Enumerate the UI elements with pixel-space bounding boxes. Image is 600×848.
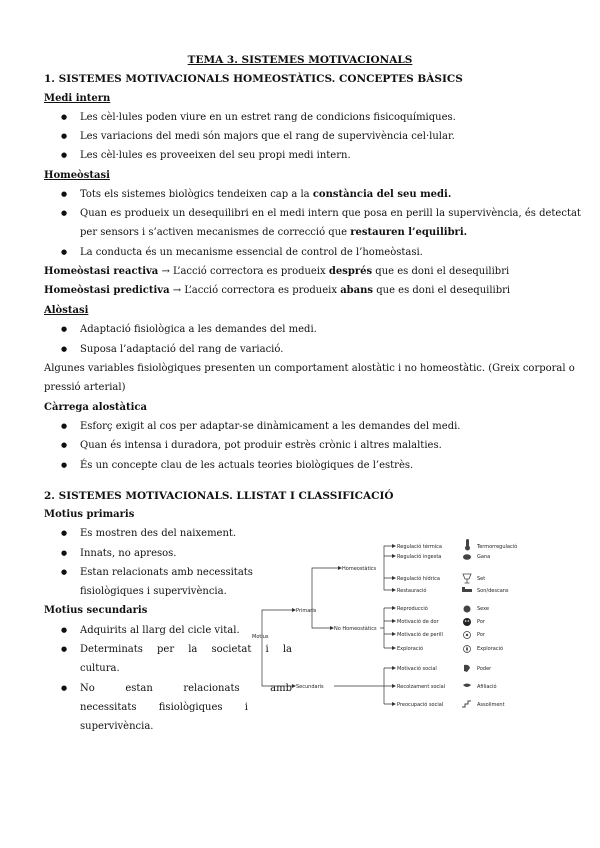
diagram-result: Termorregulació: [477, 544, 518, 550]
diagram-node-primaris: Primaris: [296, 608, 317, 614]
alostasi-note: Algunes variables fisiològiques presenten un comportament alostàtic i no homeostàtic. (Greix corporal o: [44, 363, 575, 374]
page-title: TEMA 3. SISTEMES MOTIVACIONALS: [187, 54, 413, 66]
motius-primaris-label: Motius primaris: [44, 509, 135, 520]
carrega-alostatica-label: Càrrega alostàtica: [44, 402, 147, 413]
list-item: ● És un concepte clau de les actuals teories biològiques de l’estrès.: [44, 460, 413, 471]
diagram-node: Recolzament social: [397, 684, 446, 690]
homeostasi-reactiva: [44, 266, 509, 277]
text: Tots els sistemes biològics tendeixen cap a la: [80, 189, 313, 200]
list-item: ● Quan és intensa i duradora, pot produir estrès crònic i altres malalties.: [44, 440, 442, 451]
diagram-result: Afiliació: [477, 684, 497, 690]
list-item: ● Estan relacionats amb necessitats: [44, 567, 253, 578]
list-item: ● Es mostren des del naixement.: [44, 528, 236, 539]
diagram-node: Regulació hídrica: [397, 576, 440, 582]
text: → L’acció correctora es produeix: [158, 266, 329, 277]
list-item: ● Adquirits al llarg del cicle vital.: [44, 625, 240, 636]
list-item: ● Determinats per la societat i la: [44, 644, 292, 655]
diagram-node: Motivació social: [397, 666, 437, 672]
diagram-node: Exploració: [397, 646, 424, 652]
text: → L’acció correctora es produeix: [169, 285, 341, 296]
list-item: ● Les cèl·lules poden viure en un estret rang de condicions fisicoquímiques.: [44, 112, 456, 123]
list-item: ● Les cèl·lules es proveeixen del seu propi medi intern.: [44, 150, 351, 161]
diagram-node: Regulació ingesta: [397, 554, 442, 560]
diagram-result: Por: [477, 632, 485, 638]
bold-text: abans: [340, 285, 374, 296]
bed-icon: [462, 587, 472, 592]
thermometer-icon: [465, 539, 470, 551]
text: que es doni el desequilibri: [372, 266, 510, 277]
motius-secundaris-label: Motius secundaris: [44, 605, 148, 616]
diagram-result: Sexe: [477, 606, 490, 612]
diagram-result: Por: [477, 619, 485, 625]
food-icon: [463, 554, 471, 560]
list-item: ● No estan relacionats amb: [44, 683, 292, 694]
list-item: ● Suposa l’adaptació del rang de variació.: [44, 344, 283, 355]
list-item-continuation: supervivència.: [80, 721, 154, 732]
section-1-heading: 1. SISTEMES MOTIVACIONALS HOMEOSTÀTICS. CONCEPTES BÀSICS: [44, 73, 463, 85]
diagram-node: Motivació de perill: [397, 632, 443, 638]
diagram-node-homeostatics: Homeostàtics: [342, 566, 377, 572]
diagram-node-no-homeostatics: No Homeostàtics: [334, 626, 377, 632]
text: que es doni el desequilibri: [373, 285, 511, 296]
diagram-result: Set: [477, 576, 486, 582]
list-item: ● La conducta és un mecanisme essencial de control de l’homeòstasi.: [44, 247, 423, 258]
diagram-node: Restauració: [397, 588, 427, 594]
homeostasi-label: Homeòstasi: [44, 170, 110, 181]
sex-icon: [464, 606, 471, 613]
compass-icon: [464, 646, 471, 653]
diagram-node: Motivació de dor: [397, 619, 439, 625]
term: Homeòstasi predictiva: [44, 285, 170, 296]
list-item: [44, 189, 451, 200]
list-item-continuation: cultura.: [80, 663, 120, 674]
diagram-node-secundaris: Secundaris: [296, 684, 324, 690]
diagram-node: Reproducció: [397, 606, 428, 612]
list-item: ● Adaptació fisiològica a les demandes del medi.: [44, 324, 317, 335]
diagram-node: Regulació tèrmica: [397, 544, 442, 550]
diagram-result: Son/descans: [477, 588, 509, 594]
list-item: ● Quan es produeix un desequilibri en el medi intern que posa en perill la supervivència, és detectat: [44, 208, 581, 219]
alostasi-label: Alòstasi: [44, 305, 89, 316]
diagram-result: Gana: [477, 554, 491, 560]
diagram-node-motius: Motius: [252, 634, 269, 640]
diagram-result: Assoliment: [477, 702, 505, 708]
handshake-icon: [463, 684, 471, 688]
list-item: ● Esforç exigit al cos per adaptar-se dinàmicament a les demandes del medi.: [44, 421, 460, 432]
medi-intern-label: Medi intern: [44, 93, 111, 104]
diagram-result: Poder: [477, 666, 492, 672]
bold-text: constància del seu medi.: [312, 189, 452, 200]
list-item-continuation: necessitats fisiològiques i: [80, 702, 248, 713]
stairs-icon: [462, 701, 471, 707]
diagram-node: Preocupació social: [397, 702, 444, 708]
term: Homeòstasi reactiva: [44, 266, 159, 277]
list-item-continuation: fisiològiques i supervivència.: [80, 586, 227, 597]
homeostasi-predictiva: [44, 285, 510, 296]
bold-text: després: [328, 266, 373, 277]
danger-icon: [464, 632, 471, 639]
text: per sensors i s’activen mecanismes de correcció que: [80, 227, 351, 238]
glass-icon: [463, 574, 471, 583]
list-item: ● Innats, no apresos.: [44, 548, 176, 559]
alostasi-note-continuation: pressió arterial): [44, 382, 126, 393]
power-icon: [464, 665, 470, 672]
list-item: ● Les variacions del medi són majors que el rang de supervivència cel·lular.: [44, 131, 455, 142]
list-item-continuation: [80, 227, 467, 238]
diagram-result: Exploració: [477, 646, 504, 652]
motivation-classification-diagram: [250, 534, 550, 714]
fear-face-icon: [463, 618, 471, 626]
section-2-heading: 2. SISTEMES MOTIVACIONALS. LLISTAT I CLASSIFICACIÓ: [44, 490, 394, 502]
bold-text: restauren l’equilibri.: [350, 227, 468, 238]
